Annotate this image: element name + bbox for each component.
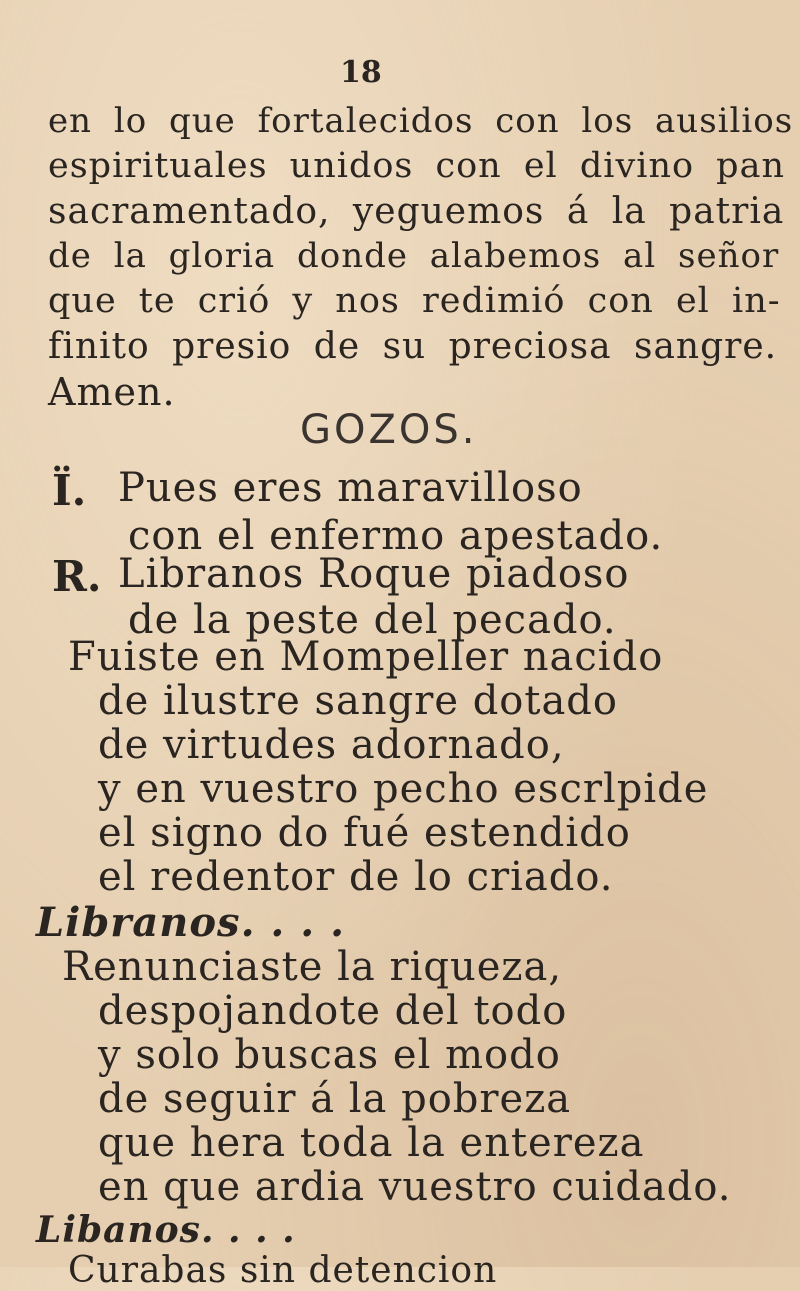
stanza-line: despojandote del todo [98, 988, 568, 1034]
stanza-line: en que ardia vuestro cuidado. [98, 1164, 732, 1210]
prose-line: de la gloria donde alabemos al señor [48, 236, 780, 276]
stanza-line: que hera toda la entereza [98, 1120, 645, 1166]
prose-line: en lo que fortalecidos con los ausilios [48, 101, 794, 141]
verse-line: Pues eres maravilloso [118, 465, 583, 511]
refrain-line: Libanos. . . . [36, 1209, 296, 1251]
stanza-line: de virtudes adornado, [98, 722, 565, 768]
stanza-line: y en vuestro pecho escrlpide [98, 766, 709, 812]
prose-line: finito presio de su preciosa sangre. [48, 326, 778, 367]
prose-line: espirituales unidos con el divino pan [48, 146, 785, 186]
prose-line: que te crió y nos redimió con el in- [48, 281, 781, 321]
stanza-line: Fuiste en Mompeller nacido [68, 634, 664, 680]
stanza-line: de ilustre sangre dotado [98, 678, 618, 724]
verse-line: Libranos Roque piadoso [118, 551, 630, 597]
stanza-line: el signo do fué estendido [98, 810, 631, 856]
stanza-line: Curabas sin detencion [68, 1250, 498, 1291]
stanza-line: el redentor de lo criado. [98, 854, 614, 900]
verse-line: con el enfermo apestado. [128, 513, 664, 559]
stanza-line: y solo buscas el modo [98, 1032, 561, 1078]
prose-line: sacramentado, yeguemos á la patria [48, 191, 785, 232]
stanza-line: de seguir á la pobreza [98, 1076, 572, 1122]
page-number: 18 [340, 55, 382, 90]
versicle-mark: Ï. [52, 466, 87, 515]
refrain-line: Libranos. . . . [36, 899, 346, 946]
section-heading: GOZOS. [300, 407, 478, 453]
verse-line: de la peste del pecado. [128, 597, 617, 643]
stanza-line: Renunciaste la riqueza, [62, 944, 563, 990]
response-mark: R. [52, 552, 102, 601]
prose-line: Amen. [48, 370, 176, 414]
